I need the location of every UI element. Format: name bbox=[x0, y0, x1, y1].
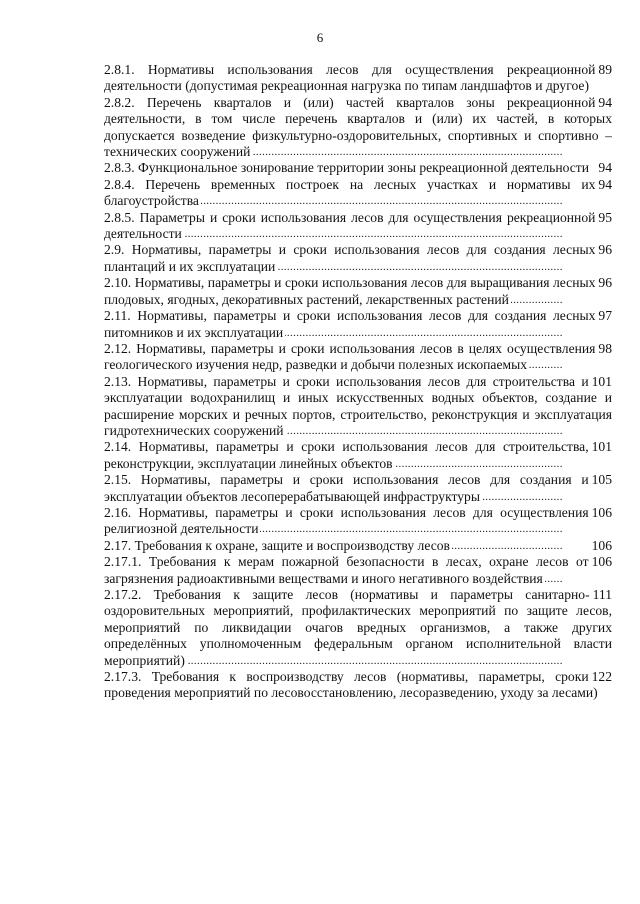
toc-entry-2-8-2[interactable] bbox=[104, 95, 612, 161]
toc-entry-title: 2.16. Нормативы, параметры и сроки использования лесов для осуществления религиозной деятельности bbox=[104, 504, 589, 537]
toc-entry-page: 111 bbox=[590, 587, 612, 603]
toc-entry-page: 105 bbox=[589, 472, 612, 488]
toc-entry-2-8-3[interactable] bbox=[104, 160, 612, 176]
toc-entry-page: 106 bbox=[589, 538, 612, 554]
toc-entry-page: 94 bbox=[595, 95, 612, 111]
toc-entry-2-17-3[interactable] bbox=[104, 669, 612, 702]
toc-entry-title: 2.17. Требования к охране, защите и воспроизводству лесов bbox=[104, 537, 450, 553]
toc-entry-page: 106 bbox=[589, 505, 612, 521]
toc-entry-title: 2.11. Нормативы, параметры и сроки использования лесов для создания лесных питомников и их эксплуатации bbox=[104, 308, 596, 340]
toc-entry-page: 101 bbox=[589, 374, 612, 390]
toc-entry-title: 2.14. Нормативы, параметры и сроки использования лесов для строительства, реконструкции, эксплуатации линейных объектов bbox=[104, 439, 589, 471]
toc-entry-2-8-4[interactable] bbox=[104, 177, 612, 210]
page-number: 6 bbox=[316, 30, 324, 45]
toc-entry-2-13[interactable] bbox=[104, 374, 612, 440]
toc-entry-page: 96 bbox=[595, 275, 612, 291]
toc-entry-title: 2.17.2. Требования к защите лесов (нормативы и параметры санитарно-оздоровительных мероприятий, профилактических мероприятий по защите лесов, мероприятий по ликвидации очагов вредных организмов, а также других определённых уполномоченным федеральным органом исполнительной власти мероприятий) bbox=[104, 587, 612, 668]
toc-entry-page: 89 bbox=[595, 62, 612, 78]
toc-entry-title: 2.10. Нормативы, параметры и сроки использования лесов для выращивания лесных плодовых, ягодных, декоративных растений, лекарственных растений bbox=[104, 275, 596, 307]
toc-entry-title: 2.8.4. Перечень временных построек на лесных участках и нормативы их благоустройства bbox=[104, 176, 596, 209]
toc-entry-title: 2.8.1. Нормативы использования лесов для осуществления рекреационной деятельности (допустимая рекреационная нагрузка по типам ландшафтов и другое) bbox=[104, 62, 596, 94]
toc-entry-2-17-1[interactable] bbox=[104, 554, 612, 587]
toc-entry-title: 2.15. Нормативы, параметры и сроки использования лесов для создания и эксплуатации объектов лесоперерабатывающей инфраструктуры bbox=[104, 472, 589, 504]
toc-entry-title: 2.8.2. Перечень кварталов и (или) частей кварталов зоны рекреационной деятельности, в том числе перечень кварталов и (или) их частей, в которых допускается возведение физкультурно-оздоровительных, спортивных и спортивно – технических сооружений bbox=[104, 94, 612, 160]
toc-entry-title: 2.13. Нормативы, параметры и сроки использования лесов для строительства и эксплуатации водохранилищ и иных искусственных водных объектов, создание и расширение морских и речных портов, строительство, реконструкция и эксплуатация гидротехнических сооружений bbox=[104, 373, 612, 438]
toc-entry-2-12[interactable] bbox=[104, 341, 612, 374]
toc-entry-page: 96 bbox=[595, 242, 612, 258]
toc-entry-title: 2.8.5. Параметры и сроки использования лесов для осуществления рекреационной деятельности bbox=[104, 209, 596, 242]
toc-entry-title: 2.8.3. Функциональное зонирование территории зоны рекреационной деятельности bbox=[104, 160, 590, 176]
toc-entry-page: 101 bbox=[589, 439, 612, 455]
table-of-contents bbox=[104, 62, 612, 702]
toc-entry-2-8-5[interactable] bbox=[104, 210, 612, 243]
toc-entry-2-10[interactable] bbox=[104, 275, 612, 308]
toc-entry-2-11[interactable] bbox=[104, 308, 612, 341]
toc-entry-title: 2.17.3. Требования к воспроизводству лесов (нормативы, параметры, сроки проведения мероприятий по лесовосстановлению, лесоразведению, уходу за лесами) bbox=[104, 669, 598, 701]
toc-entry-page: 95 bbox=[595, 210, 612, 226]
toc-entry-2-8-1[interactable] bbox=[104, 62, 612, 95]
toc-entry-2-17-2[interactable] bbox=[104, 587, 612, 669]
toc-entry-page: 122 bbox=[589, 669, 612, 685]
toc-entry-page: 94 bbox=[595, 177, 612, 193]
toc-entry-page: 98 bbox=[595, 341, 612, 357]
toc-entry-title: 2.9. Нормативы, параметры и сроки использования лесов для создания лесных плантаций и их эксплуатации bbox=[104, 242, 596, 274]
toc-entry-page: 94 bbox=[595, 160, 612, 176]
toc-entry-2-15[interactable] bbox=[104, 472, 612, 505]
toc-entry-2-16[interactable] bbox=[104, 505, 612, 538]
toc-entry-2-17[interactable] bbox=[104, 538, 612, 554]
toc-entry-title: 2.12. Нормативы, параметры и сроки использования лесов в целях осуществления геологического изучения недр, разведки и добычи полезных ископаемых bbox=[104, 340, 596, 373]
toc-entry-title: 2.17.1. Требования к мерам пожарной безопасности в лесах, охране лесов от загрязнения радиоактивными веществами и иного негативного воздействия bbox=[104, 554, 589, 586]
toc-entry-page: 97 bbox=[595, 308, 612, 324]
toc-entry-2-14[interactable] bbox=[104, 439, 612, 472]
toc-entry-2-9[interactable] bbox=[104, 242, 612, 275]
toc-entry-page: 106 bbox=[589, 554, 612, 570]
